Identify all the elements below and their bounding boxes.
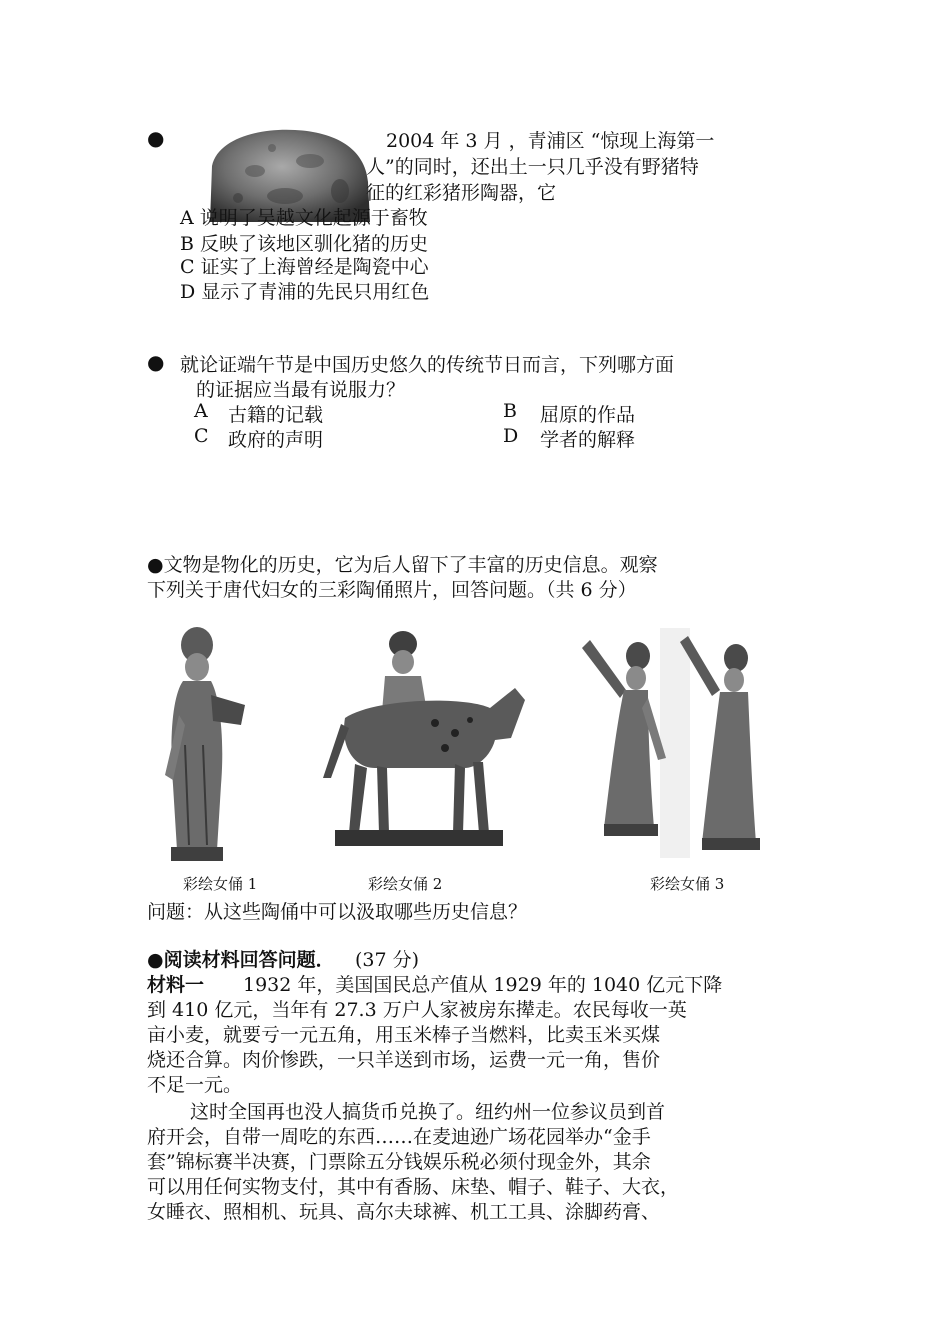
q3-question: 问题：从这些陶俑中可以汲取哪些历史信息？ <box>147 901 528 923</box>
q2-line-1: 就论证端午节是中国历史悠久的传统节日而言，下列哪方面 <box>180 354 675 376</box>
figurine-3-photo <box>570 628 780 858</box>
q2-option-a-letter: A <box>194 400 208 422</box>
q1-option-c: C 证实了上海曾经是陶瓷中心 <box>180 256 429 278</box>
material-label: 材料一 <box>147 974 205 996</box>
q1-line-3: 征的红彩猪形陶器，它 <box>366 182 557 204</box>
p1-line-2: 到 410 亿元，当年有 27.3 万户人家被房东撵走。农民每收一英 <box>147 999 687 1021</box>
q2-option-d-text: 学者的解释 <box>540 429 636 451</box>
figurine-2-photo <box>315 628 530 858</box>
figurine-caption-2: 彩绘女俑 2 <box>368 875 443 893</box>
q3-line-1: ●文物是物化的历史，它为后人留下了丰富的历史信息。观察 <box>147 554 658 576</box>
q1-line-1: 2004 年 3 月 ，青浦区 “惊现上海第一 <box>386 130 715 152</box>
bullet: ● <box>147 126 165 150</box>
p2-line-1: 这时全国再也没人搞货币兑换了。纽约州一位参议员到首 <box>190 1101 666 1123</box>
q2-line-2: 的证据应当最有说服力？ <box>196 379 406 401</box>
q2-option-c-letter: C <box>194 425 209 447</box>
bullet: ● <box>147 350 165 374</box>
p2-line-5: 女睡衣、照相机、玩具、高尔夫球裤、机工工具、涂脚药膏、 <box>147 1201 661 1223</box>
q1-option-d: D 显示了青浦的先民只用红色 <box>180 281 430 303</box>
p1-line-3: 亩小麦，就要亏一元五角，用玉米棒子当燃料，比卖玉米买煤 <box>147 1024 661 1046</box>
p2-line-4: 可以用任何实物支付，其中有香肠、床垫、帽子、鞋子、大衣， <box>147 1176 680 1198</box>
q2-option-a-text: 古籍的记载 <box>228 404 324 426</box>
q2-option-c-text: 政府的声明 <box>228 429 324 451</box>
q3-line-2: 下列关于唐代妇女的三彩陶俑照片，回答问题。（共 6 分） <box>147 579 637 601</box>
q2-option-b-text: 屈原的作品 <box>540 404 636 426</box>
figurine-1-photo <box>155 625 255 865</box>
p2-line-2: 府开会，自带一周吃的东西……在麦迪逊广场花园举办“金手 <box>147 1126 651 1148</box>
q4-heading: ●阅读材料回答问题． <box>147 949 335 971</box>
q1-line-2: 人”的同时，还出土一只几乎没有野猪特 <box>366 156 699 178</box>
q1-option-a: A 说明了吴越文化起源于畜牧 <box>180 207 428 229</box>
p1-line-4: 烧还合算。肉价惨跌，一只羊送到市场，运费一元一角，售价 <box>147 1049 661 1071</box>
figurine-caption-1: 彩绘女俑 1 <box>183 875 258 893</box>
p1-line-5: 不足一元。 <box>147 1074 243 1096</box>
q2-option-b-letter: B <box>503 400 517 422</box>
q1-option-b: B 反映了该地区驯化猪的历史 <box>180 233 429 255</box>
p1-line-1: 1932 年，美国国民总产值从 1929 年的 1040 亿元下降 <box>243 974 723 996</box>
q2-option-d-letter: D <box>503 425 519 447</box>
q4-score: (37 分) <box>355 949 420 971</box>
figurine-caption-3: 彩绘女俑 3 <box>650 875 725 893</box>
p2-line-3: 套”锦标赛半决赛，门票除五分钱娱乐税必须付现金外，其余 <box>147 1151 651 1173</box>
